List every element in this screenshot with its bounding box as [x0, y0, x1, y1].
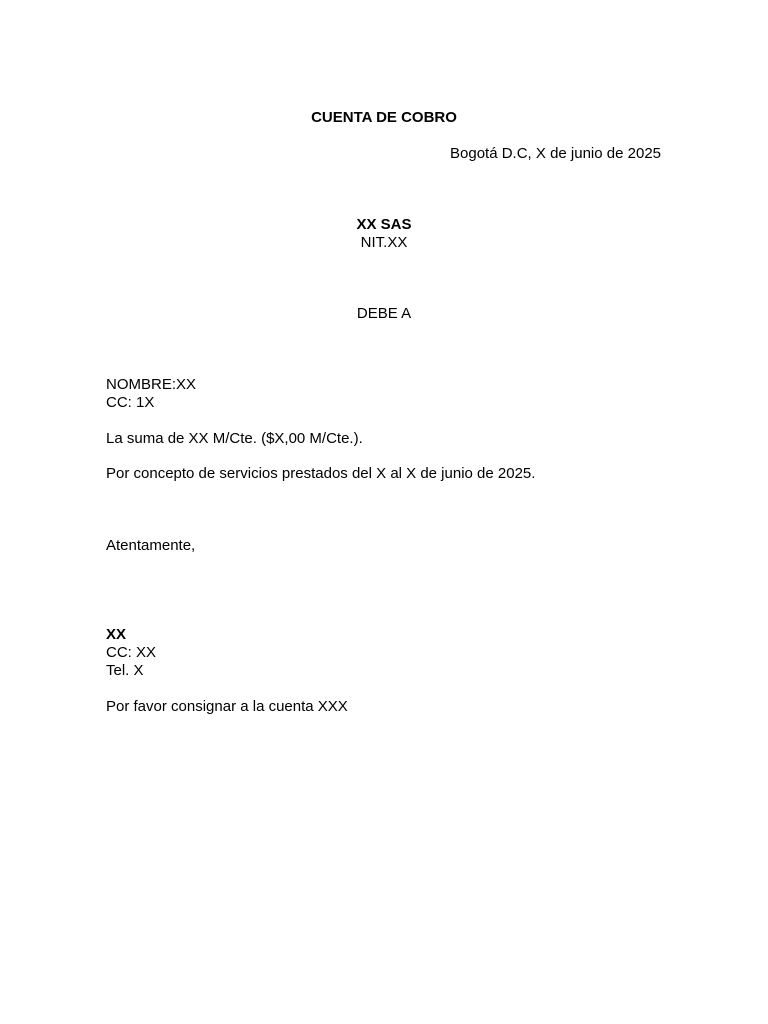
payment-note: Por favor consignar a la cuenta XXX [106, 698, 348, 715]
creditor-name: NOMBRE:XX [106, 376, 197, 393]
amount-line: La suma de XX M/Cte. ($X,00 M/Cte.). [106, 430, 363, 447]
owes-to-heading: DEBE A [356, 305, 412, 322]
company-nit: NIT.XX [360, 234, 408, 251]
creditor-id: CC: 1X [106, 394, 155, 411]
concept-line: Por concepto de servicios prestados del X al X de junio de 2025. [106, 465, 536, 482]
document-title: CUENTA DE COBRO [311, 109, 457, 126]
signature-phone: Tel. X [106, 662, 144, 679]
signature-name: XX [106, 626, 127, 643]
place-date: Bogotá D.C, X de junio de 2025 [450, 145, 661, 162]
signature-id: CC: XX [106, 644, 157, 661]
closing-text: Atentamente, [106, 537, 196, 554]
company-name: XX SAS [356, 216, 412, 233]
